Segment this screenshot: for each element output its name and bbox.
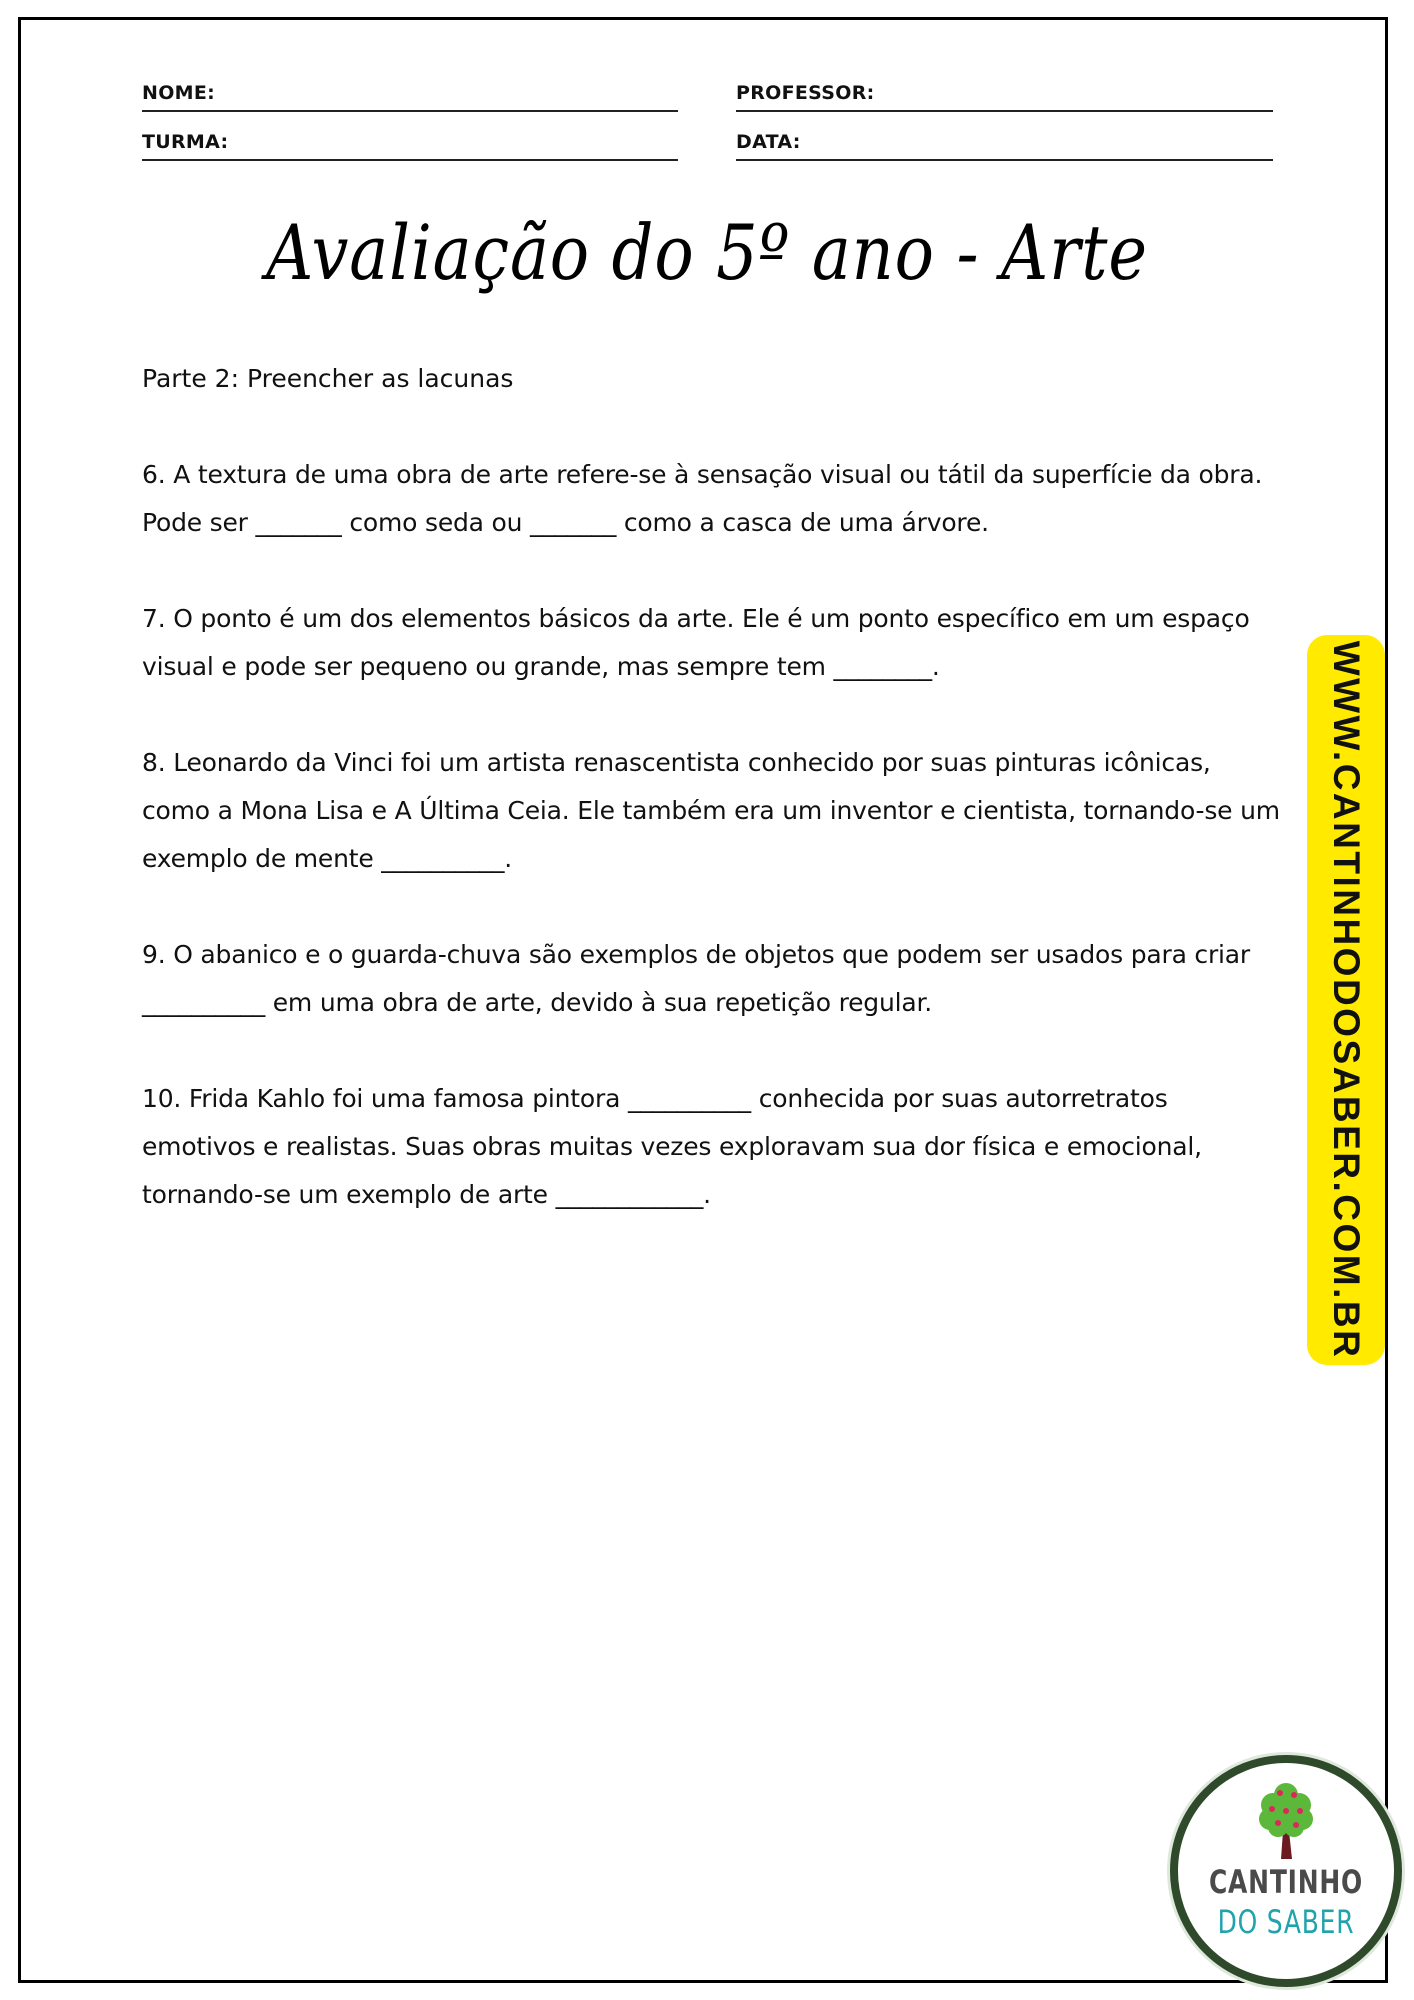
website-banner (1307, 635, 1385, 1365)
question-9: 9. O abanico e o guarda-chuva são exemplos de objetos que podem ser usados para criar __________ em uma obra de arte, devido à sua repetição regular. (142, 940, 1251, 1017)
section-subtitle: Parte 2: Preencher as lacunas (142, 364, 514, 393)
date-field[interactable] (736, 121, 1273, 161)
logo-text-cantinho: CANTINHO (1208, 1863, 1364, 1901)
professor-field[interactable] (736, 72, 1273, 112)
logo-text-do-saber: DO SABER (1217, 1903, 1355, 1941)
question-10: 10. Frida Kahlo foi uma famosa pintora __________ conhecida por suas autorretratos emotivos e realistas. Suas obras muitas vezes exploravam sua dor física e emocional, tornando-se um exemplo de arte ____________. (142, 1084, 1202, 1209)
question-7: 7. O ponto é um dos elementos básicos da arte. Ele é um ponto específico em um espaço visual e pode ser pequeno ou grande, mas sempre tem ________. (142, 604, 1250, 681)
tree-icon (1256, 1781, 1316, 1863)
name-field[interactable] (142, 72, 678, 112)
page-title: Avaliação do 5º ano - Arte (266, 208, 1148, 297)
cantinho-do-saber-logo (1170, 1755, 1402, 1987)
class-field[interactable] (142, 121, 678, 161)
professor-label: PROFESSOR: (736, 82, 875, 104)
class-label: TURMA: (142, 131, 229, 153)
question-section (142, 355, 1282, 1267)
date-label: DATA: (736, 131, 801, 153)
website-url: WWW.CANTINHODOSABER.COM.BR (1326, 640, 1367, 1360)
name-label: NOME: (142, 82, 216, 104)
question-8: 8. Leonardo da Vinci foi um artista renascentista conhecido por suas pinturas icônicas, como a Mona Lisa e A Última Ceia. Ele também era um inventor e cientista, tornando-se um exemplo de mente __________. (142, 748, 1280, 873)
question-6: 6. A textura de uma obra de arte refere-se à sensação visual ou tátil da superfície da obra. Pode ser _______ como seda ou _______ como a casca de uma árvore. (142, 460, 1263, 537)
